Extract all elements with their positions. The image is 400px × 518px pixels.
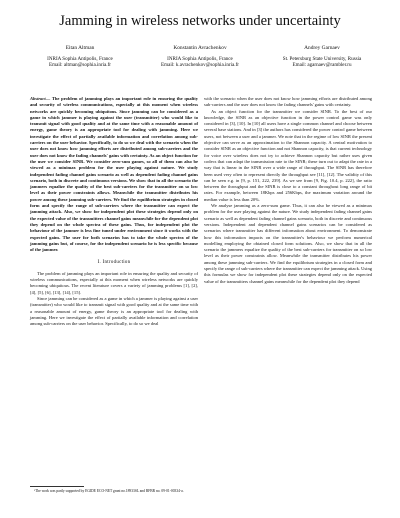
body-paragraph: with the scenario when the user does not know how jamming efforts are distributed among sub-carriers and the user does not know the fading channels' gains with certainty. [204, 96, 372, 108]
body-paragraph: Since jamming can be considered as a game in which a jammer is playing against a user (transmitter) who would like to transmit signal with good quality and at the same time with a reasonable amount of energy, game theory is an appropriate tool for dealing with jamming. Here we investigate the effect of partially available information and correlation among sub-carriers on the user behavior. Specifically, to do so we deal [30, 295, 198, 327]
footnote [30, 489, 198, 494]
abstract-text: The problem of jamming plays an important role in ensuring the quality and security of wireless communications, especially at this moment when wireless networks are quickly becoming ubiquitous. Since jamming can be considered as a game in which jammer is playing against the user (transmitter) who would like to transmit signal with good quality and at the same time with a reasonable amount of energy, game theory is an appropriate tool for dealing with jamming. Here we investigate the effect of partially available information and correlation among sub-carriers on the user behavior. Specifically, to do so we deal with the scenario when the user does not know how jamming efforts are distributed among sub-carriers and the user does not know the fading channels' gains with certainty. As an object function for the user we consider SINR. We consider zero-sum games, so all of them can also be viewed as a minimax problem for the user playing against nature. We study independent fading channel gains scenario as well as dependent fading channel gains scenario, both in discrete and continuous versions. We show that in all the scenario the jammers equalize the quality of the best sub-carriers for the transmitter on so low level as their power constraints allows. Meanwhile the transmitter distributes his power among these jamming sub-carriers. We find the equilibrium strategies in closed form and specify the range of sub-carriers where the transmitter can expect the jamming attack. Also, we show for independent plot these strategies depend only on the expected value of the transmitters channel gains meanwhile for the dependent plot they depend on the whole spectra of these gains. Thus, for independent plot the behaviour of the jammer is less fine tuned under environment since it works with the expected gains. The user for both scenarios has to take the whole spectra of the jamming gains but, of course, for the independent scenario he is less specific because of the jammer. [30, 96, 198, 253]
author-1 [30, 45, 130, 69]
paper-title: Jamming in wireless networks under uncertainty [59, 13, 341, 29]
author-email: Email: altman@sophia.inria.fr [49, 62, 111, 69]
section-heading: I. Introduction [97, 260, 131, 266]
right-column [204, 96, 372, 285]
author-affiliation: INRIA Sophia Antipolis, France [167, 56, 233, 63]
author-name: Andrey Garnaev [304, 45, 340, 51]
body-paragraph: As an object function for the transmitter we consider SINR. To the best of our knowledge, the SINR as an objective function in the power control game was only considered in [3], [10]. In [10] all users have a single common channel and choose between several base stations. And in [3] the authors has considered the power control game between users, not between a user and a jammer. We note that in the regime of low SINR the present objective can serve as an approximation to the Shannon capacity. A central motivation to consider SINR as an objective function and not Shannon capacity, is that current technology for voice over wireless does not try to achieve Shannon capacity but rather uses given codecs that can adapt the transmission rate to the SINR; these turn out to adapt the rate in a way that is linear in the SINR over a wide range of throughput. The SINR has therefore been used very often to represent directly the throughput see [11], [12]. The validity of this can be seen e.g. in [9, p. 151, 222, 239]. As we see from [9, Fig. 10.4, p. 222], the ratio between the throughput and the SINR is close to a constant throughout long range of bit rates. For example, between 18Kbps and 256Kbps, the maximum variation around the median value is less than 20%. [204, 108, 372, 202]
body-paragraph: We analyse jamming as a zero-sum game. Thus, it can also be viewed as a minimax problem for the user playing against the nature. We study independent fading channel gains scenario as well as dependent fading channel gains scenario, both in discrete and continuous versions. Independent and dependent channel gains scenarios can be considered as scenarios where transmitter has different information about environment. To demonstrate how this information impacts on the transmitter's behaviour we perform numerical modelling employing the obtained closed form solutions. Also, we show that in all the scenario the jammers equalize the quality of the best sub-carriers for transmitter on so low level as their power constraints allow. Meanwhile the transmitter distributes his power among these jamming sub-carriers. We find the equilibrium strategies in a closed form and specify the range of sub-carriers where the transmitter can expect the jamming attack. Using this formulas we show for independent plot these strategies depend only on the expected value of the transmitters channel gains meanwhile for the dependent plot they depend [204, 203, 372, 284]
author-3 [272, 45, 372, 69]
author-block [0, 45, 400, 85]
author-email: Email: agarnaev@rambler.ru [292, 62, 352, 69]
author-name: Konstantin Avrachenkov [173, 45, 227, 51]
author-name: Eitan Altman [65, 45, 95, 51]
author-email: Email: k.avrachenkov@sophia.inria.fr [161, 62, 239, 69]
footnote-text: ¹The work was partly supported by EGIDE ECO-NET grant no.18933SL and RFBR no. 09-01-00334-a. [34, 489, 184, 493]
abstract-label: Abstract— [30, 96, 51, 101]
author-affiliation: INRIA Sophia Antipolis, France [47, 56, 113, 63]
body-paragraph: The problem of jamming plays an important role in ensuring the quality and security of wireless communications, especially at this moment when wireless networks are quickly becoming ubiquitous. The recent literature covers a variety of jamming problems [1], [2], [4], [5], [6], [13], [14], [15]. [30, 270, 198, 295]
left-column [30, 96, 198, 327]
abstract [30, 96, 198, 253]
author-2 [140, 45, 260, 69]
author-affiliation: St. Petersburg State University, Russia [282, 56, 362, 63]
footnote-rule [30, 486, 84, 487]
